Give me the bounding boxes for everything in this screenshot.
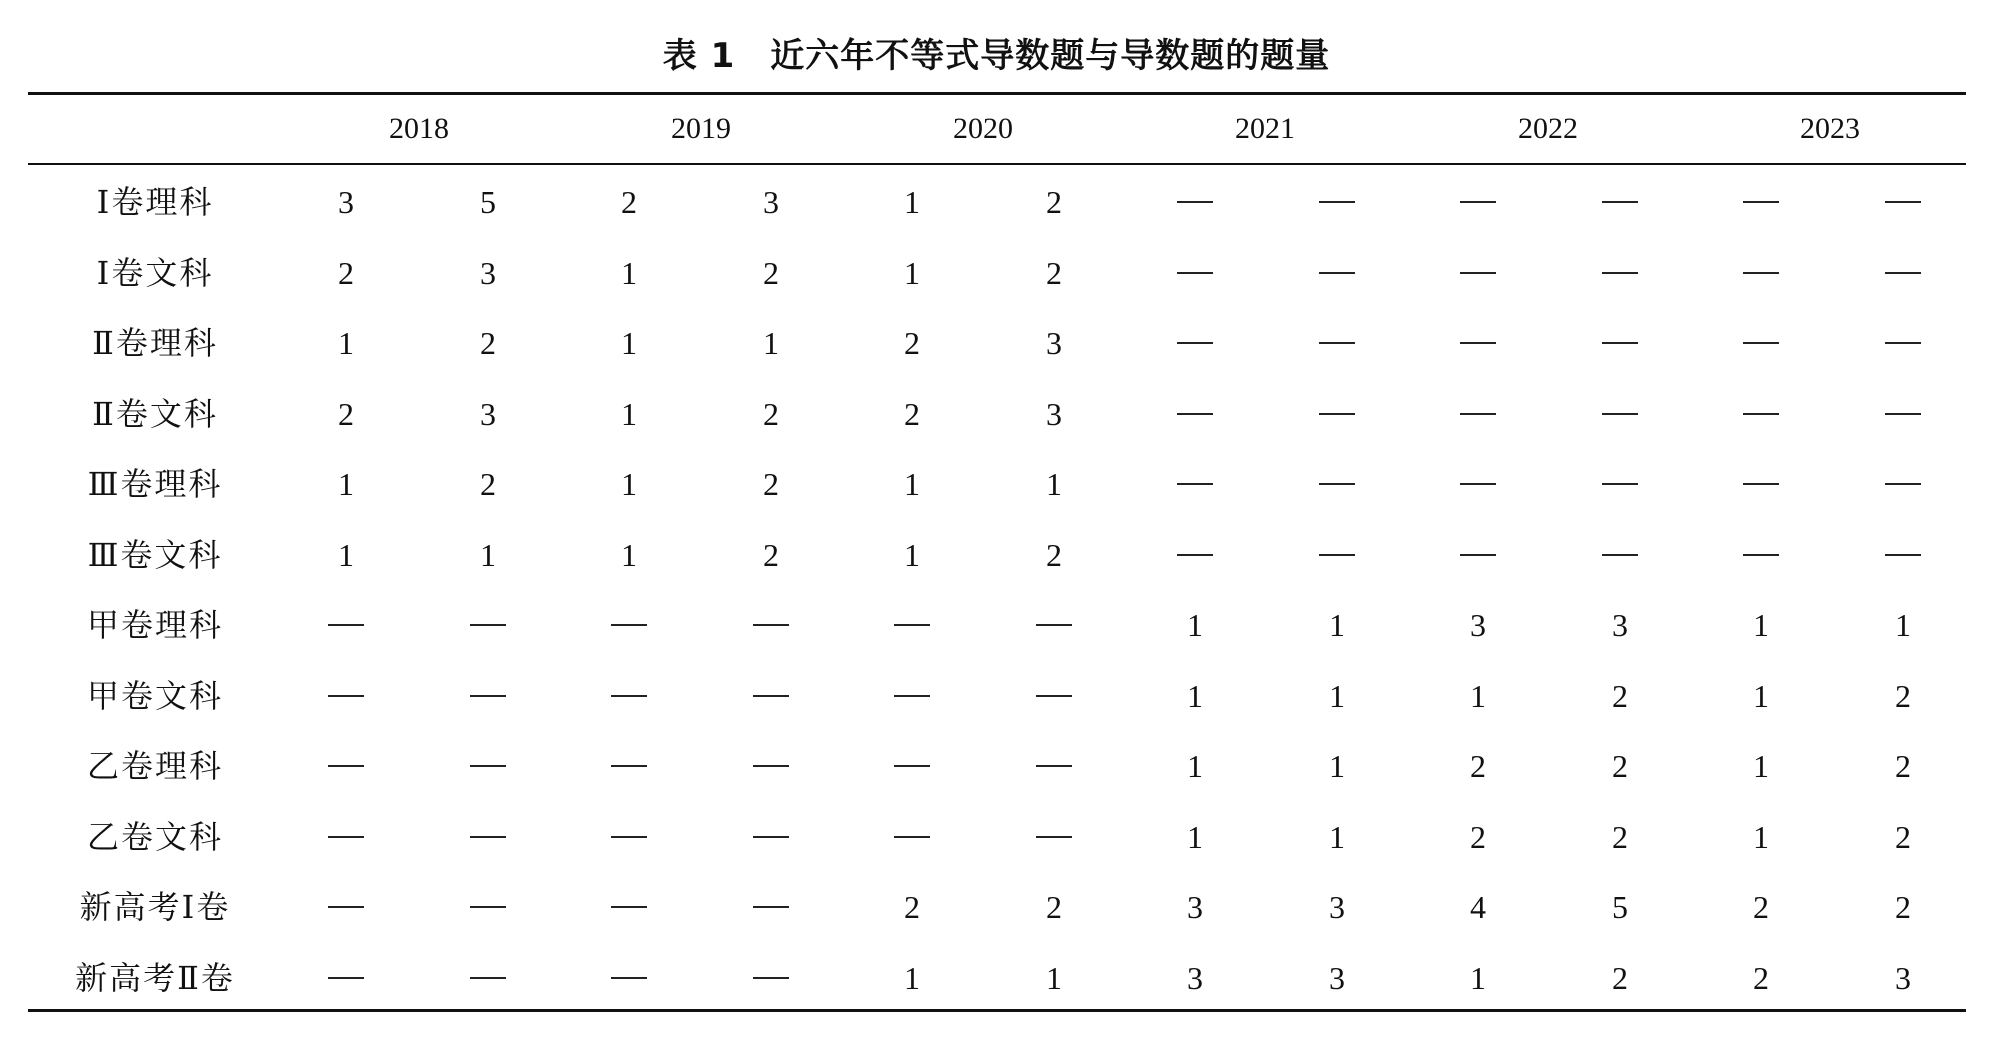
table-cell: 1 — [1753, 818, 1769, 855]
empty-cell-dash — [1570, 308, 1670, 378]
empty-cell-dash — [1428, 379, 1528, 449]
empty-cell-dash — [438, 731, 538, 801]
table-cell: 3 — [1187, 889, 1203, 925]
empty-cell-dash — [1853, 520, 1953, 590]
table-cell: 3 — [763, 184, 779, 220]
table-cell: 2 — [338, 395, 354, 432]
table-cell: 1 — [904, 184, 920, 220]
table-row — [0, 379, 1993, 449]
table-cell: 5 — [480, 184, 496, 220]
empty-cell-dash — [862, 802, 962, 872]
table-cell: 1 — [1753, 748, 1769, 784]
empty-cell-dash — [1428, 308, 1528, 378]
empty-cell-dash — [1287, 449, 1387, 519]
table-cell: 2 — [1046, 254, 1062, 291]
table-cell: 3 — [1329, 889, 1345, 925]
empty-cell-dash — [1004, 802, 1104, 872]
table-cell: 1 — [1753, 607, 1769, 643]
table-cell: 2 — [904, 889, 920, 925]
table-cell: 2 — [1612, 959, 1628, 996]
empty-cell-dash — [1711, 520, 1811, 590]
table-cell: 1 — [1753, 677, 1769, 714]
table-row — [0, 167, 1993, 237]
empty-cell-dash — [296, 590, 396, 660]
empty-cell-dash — [721, 731, 821, 801]
year-header-2020: 2020 — [953, 112, 1013, 145]
empty-cell-dash — [1711, 167, 1811, 237]
empty-cell-dash — [1428, 167, 1528, 237]
table-cell: 1 — [1187, 677, 1203, 714]
empty-cell-dash — [1287, 167, 1387, 237]
table-cell: 2 — [338, 254, 354, 291]
row-label: 甲卷文科 — [86, 676, 223, 715]
empty-cell-dash — [1570, 520, 1670, 590]
table-cell: 1 — [763, 325, 779, 361]
table-cell: 1 — [338, 466, 354, 502]
table-cell: 1 — [1046, 959, 1062, 996]
table-cell: 1 — [1046, 466, 1062, 502]
row-label: Ⅲ卷理科 — [87, 465, 223, 503]
year-header-2023: 2023 — [1800, 112, 1860, 145]
table-cell: 3 — [338, 184, 354, 220]
table-cell: 2 — [480, 325, 496, 361]
empty-cell-dash — [296, 872, 396, 942]
empty-cell-dash — [579, 590, 679, 660]
empty-cell-dash — [579, 872, 679, 942]
empty-cell-dash — [721, 872, 821, 942]
empty-cell-dash — [296, 943, 396, 1013]
table-row — [0, 308, 1993, 378]
empty-cell-dash — [579, 802, 679, 872]
table-cell: 1 — [904, 536, 920, 573]
empty-cell-dash — [721, 661, 821, 731]
row-label: Ⅰ卷文科 — [96, 253, 214, 292]
table-cell: 2 — [1046, 889, 1062, 925]
table-cell: 2 — [763, 395, 779, 432]
empty-cell-dash — [438, 872, 538, 942]
empty-cell-dash — [721, 590, 821, 660]
empty-cell-dash — [1287, 308, 1387, 378]
table-row — [0, 590, 1993, 660]
empty-cell-dash — [438, 590, 538, 660]
table-cell: 1 — [338, 325, 354, 361]
table-row — [0, 449, 1993, 519]
table-cell: 1 — [1895, 607, 1911, 643]
empty-cell-dash — [1853, 167, 1953, 237]
table-cell: 3 — [480, 254, 496, 291]
bottom-rule — [28, 1009, 1966, 1012]
empty-cell-dash — [1570, 238, 1670, 308]
table-cell: 1 — [621, 466, 637, 502]
empty-cell-dash — [1711, 449, 1811, 519]
empty-cell-dash — [1853, 449, 1953, 519]
empty-cell-dash — [438, 661, 538, 731]
table-cell: 2 — [1895, 889, 1911, 925]
table-cell: 1 — [621, 254, 637, 291]
empty-cell-dash — [1145, 308, 1245, 378]
table-cell: 5 — [1612, 889, 1628, 925]
table-cell: 3 — [1895, 959, 1911, 996]
empty-cell-dash — [1570, 379, 1670, 449]
table-row — [0, 802, 1993, 872]
table-cell: 3 — [1187, 959, 1203, 996]
year-header-2022: 2022 — [1518, 112, 1578, 145]
top-rule — [28, 92, 1966, 95]
empty-cell-dash — [721, 943, 821, 1013]
row-label: Ⅰ卷理科 — [96, 183, 214, 221]
header-rule — [28, 163, 1966, 165]
table-cell: 2 — [763, 254, 779, 291]
empty-cell-dash — [1145, 238, 1245, 308]
table-cell: 3 — [1329, 959, 1345, 996]
table-cell: 1 — [1329, 748, 1345, 784]
table-cell: 1 — [1470, 959, 1486, 996]
empty-cell-dash — [296, 661, 396, 731]
empty-cell-dash — [1004, 661, 1104, 731]
empty-cell-dash — [1853, 308, 1953, 378]
empty-cell-dash — [1145, 520, 1245, 590]
table-cell: 3 — [1046, 395, 1062, 432]
year-header-2018: 2018 — [389, 112, 449, 145]
row-label: Ⅱ卷理科 — [92, 324, 218, 362]
table-cell: 2 — [904, 395, 920, 432]
empty-cell-dash — [862, 731, 962, 801]
table-cell: 2 — [1753, 889, 1769, 925]
empty-cell-dash — [1853, 379, 1953, 449]
table-cell: 1 — [1329, 677, 1345, 714]
table-row — [0, 872, 1993, 942]
table-cell: 2 — [1895, 818, 1911, 855]
row-label: 乙卷理科 — [86, 747, 223, 785]
table-cell: 2 — [904, 325, 920, 361]
table-cell: 1 — [621, 536, 637, 573]
empty-cell-dash — [1145, 167, 1245, 237]
table-cell: 2 — [763, 536, 779, 573]
empty-cell-dash — [1428, 238, 1528, 308]
empty-cell-dash — [1570, 167, 1670, 237]
table-row — [0, 731, 1993, 801]
table-row — [0, 943, 1993, 1013]
table-row — [0, 520, 1993, 590]
year-header-2019: 2019 — [671, 112, 731, 145]
table-cell: 1 — [904, 466, 920, 502]
empty-cell-dash — [1287, 379, 1387, 449]
table-cell: 1 — [1187, 607, 1203, 643]
empty-cell-dash — [296, 731, 396, 801]
empty-cell-dash — [1428, 449, 1528, 519]
table-cell: 1 — [1329, 607, 1345, 643]
table-cell: 2 — [1470, 818, 1486, 855]
table-cell: 1 — [904, 959, 920, 996]
table-cell: 2 — [1612, 818, 1628, 855]
table-cell: 3 — [1046, 325, 1062, 361]
table-cell: 2 — [1046, 536, 1062, 573]
row-label: Ⅱ卷文科 — [92, 394, 218, 433]
table-cell: 3 — [480, 395, 496, 432]
empty-cell-dash — [579, 943, 679, 1013]
row-label: 新高考Ⅰ卷 — [79, 888, 231, 926]
table-cell: 2 — [1895, 677, 1911, 714]
empty-cell-dash — [438, 802, 538, 872]
empty-cell-dash — [296, 802, 396, 872]
empty-cell-dash — [721, 802, 821, 872]
table-cell: 2 — [1753, 959, 1769, 996]
table-row — [0, 661, 1993, 731]
empty-cell-dash — [862, 590, 962, 660]
table-cell: 1 — [1187, 818, 1203, 855]
empty-cell-dash — [1570, 449, 1670, 519]
year-header-2021: 2021 — [1235, 112, 1295, 145]
empty-cell-dash — [579, 661, 679, 731]
table-cell: 2 — [1046, 184, 1062, 220]
table-cell: 2 — [1612, 677, 1628, 714]
empty-cell-dash — [862, 661, 962, 731]
table-cell: 2 — [1895, 748, 1911, 784]
table-cell: 1 — [904, 254, 920, 291]
empty-cell-dash — [1145, 449, 1245, 519]
table-row — [0, 238, 1993, 308]
table-cell: 1 — [1187, 748, 1203, 784]
row-label: Ⅲ卷文科 — [87, 535, 223, 574]
empty-cell-dash — [579, 731, 679, 801]
empty-cell-dash — [1711, 238, 1811, 308]
table-cell: 3 — [1612, 607, 1628, 643]
table-cell: 2 — [763, 466, 779, 502]
table-cell: 3 — [1470, 607, 1486, 643]
table-cell: 1 — [480, 536, 496, 573]
row-label: 新高考Ⅱ卷 — [75, 958, 235, 997]
table-title: 表 1 近六年不等式导数题与导数题的题量 — [662, 36, 1331, 76]
empty-cell-dash — [1853, 238, 1953, 308]
table-cell: 1 — [1329, 818, 1345, 855]
empty-cell-dash — [1428, 520, 1528, 590]
empty-cell-dash — [1711, 379, 1811, 449]
empty-cell-dash — [438, 943, 538, 1013]
empty-cell-dash — [1287, 238, 1387, 308]
table-cell: 1 — [338, 536, 354, 573]
row-label: 乙卷文科 — [86, 817, 223, 856]
empty-cell-dash — [1711, 308, 1811, 378]
table-cell: 1 — [621, 395, 637, 432]
empty-cell-dash — [1004, 731, 1104, 801]
table-cell: 1 — [1470, 677, 1486, 714]
table-cell: 2 — [1612, 748, 1628, 784]
table-cell: 2 — [480, 466, 496, 502]
empty-cell-dash — [1004, 590, 1104, 660]
row-label: 甲卷理科 — [86, 606, 223, 644]
empty-cell-dash — [1145, 379, 1245, 449]
table-cell: 4 — [1470, 889, 1486, 925]
table-cell: 1 — [621, 325, 637, 361]
table-cell: 2 — [1470, 748, 1486, 784]
empty-cell-dash — [1287, 520, 1387, 590]
table-cell: 2 — [621, 184, 637, 220]
